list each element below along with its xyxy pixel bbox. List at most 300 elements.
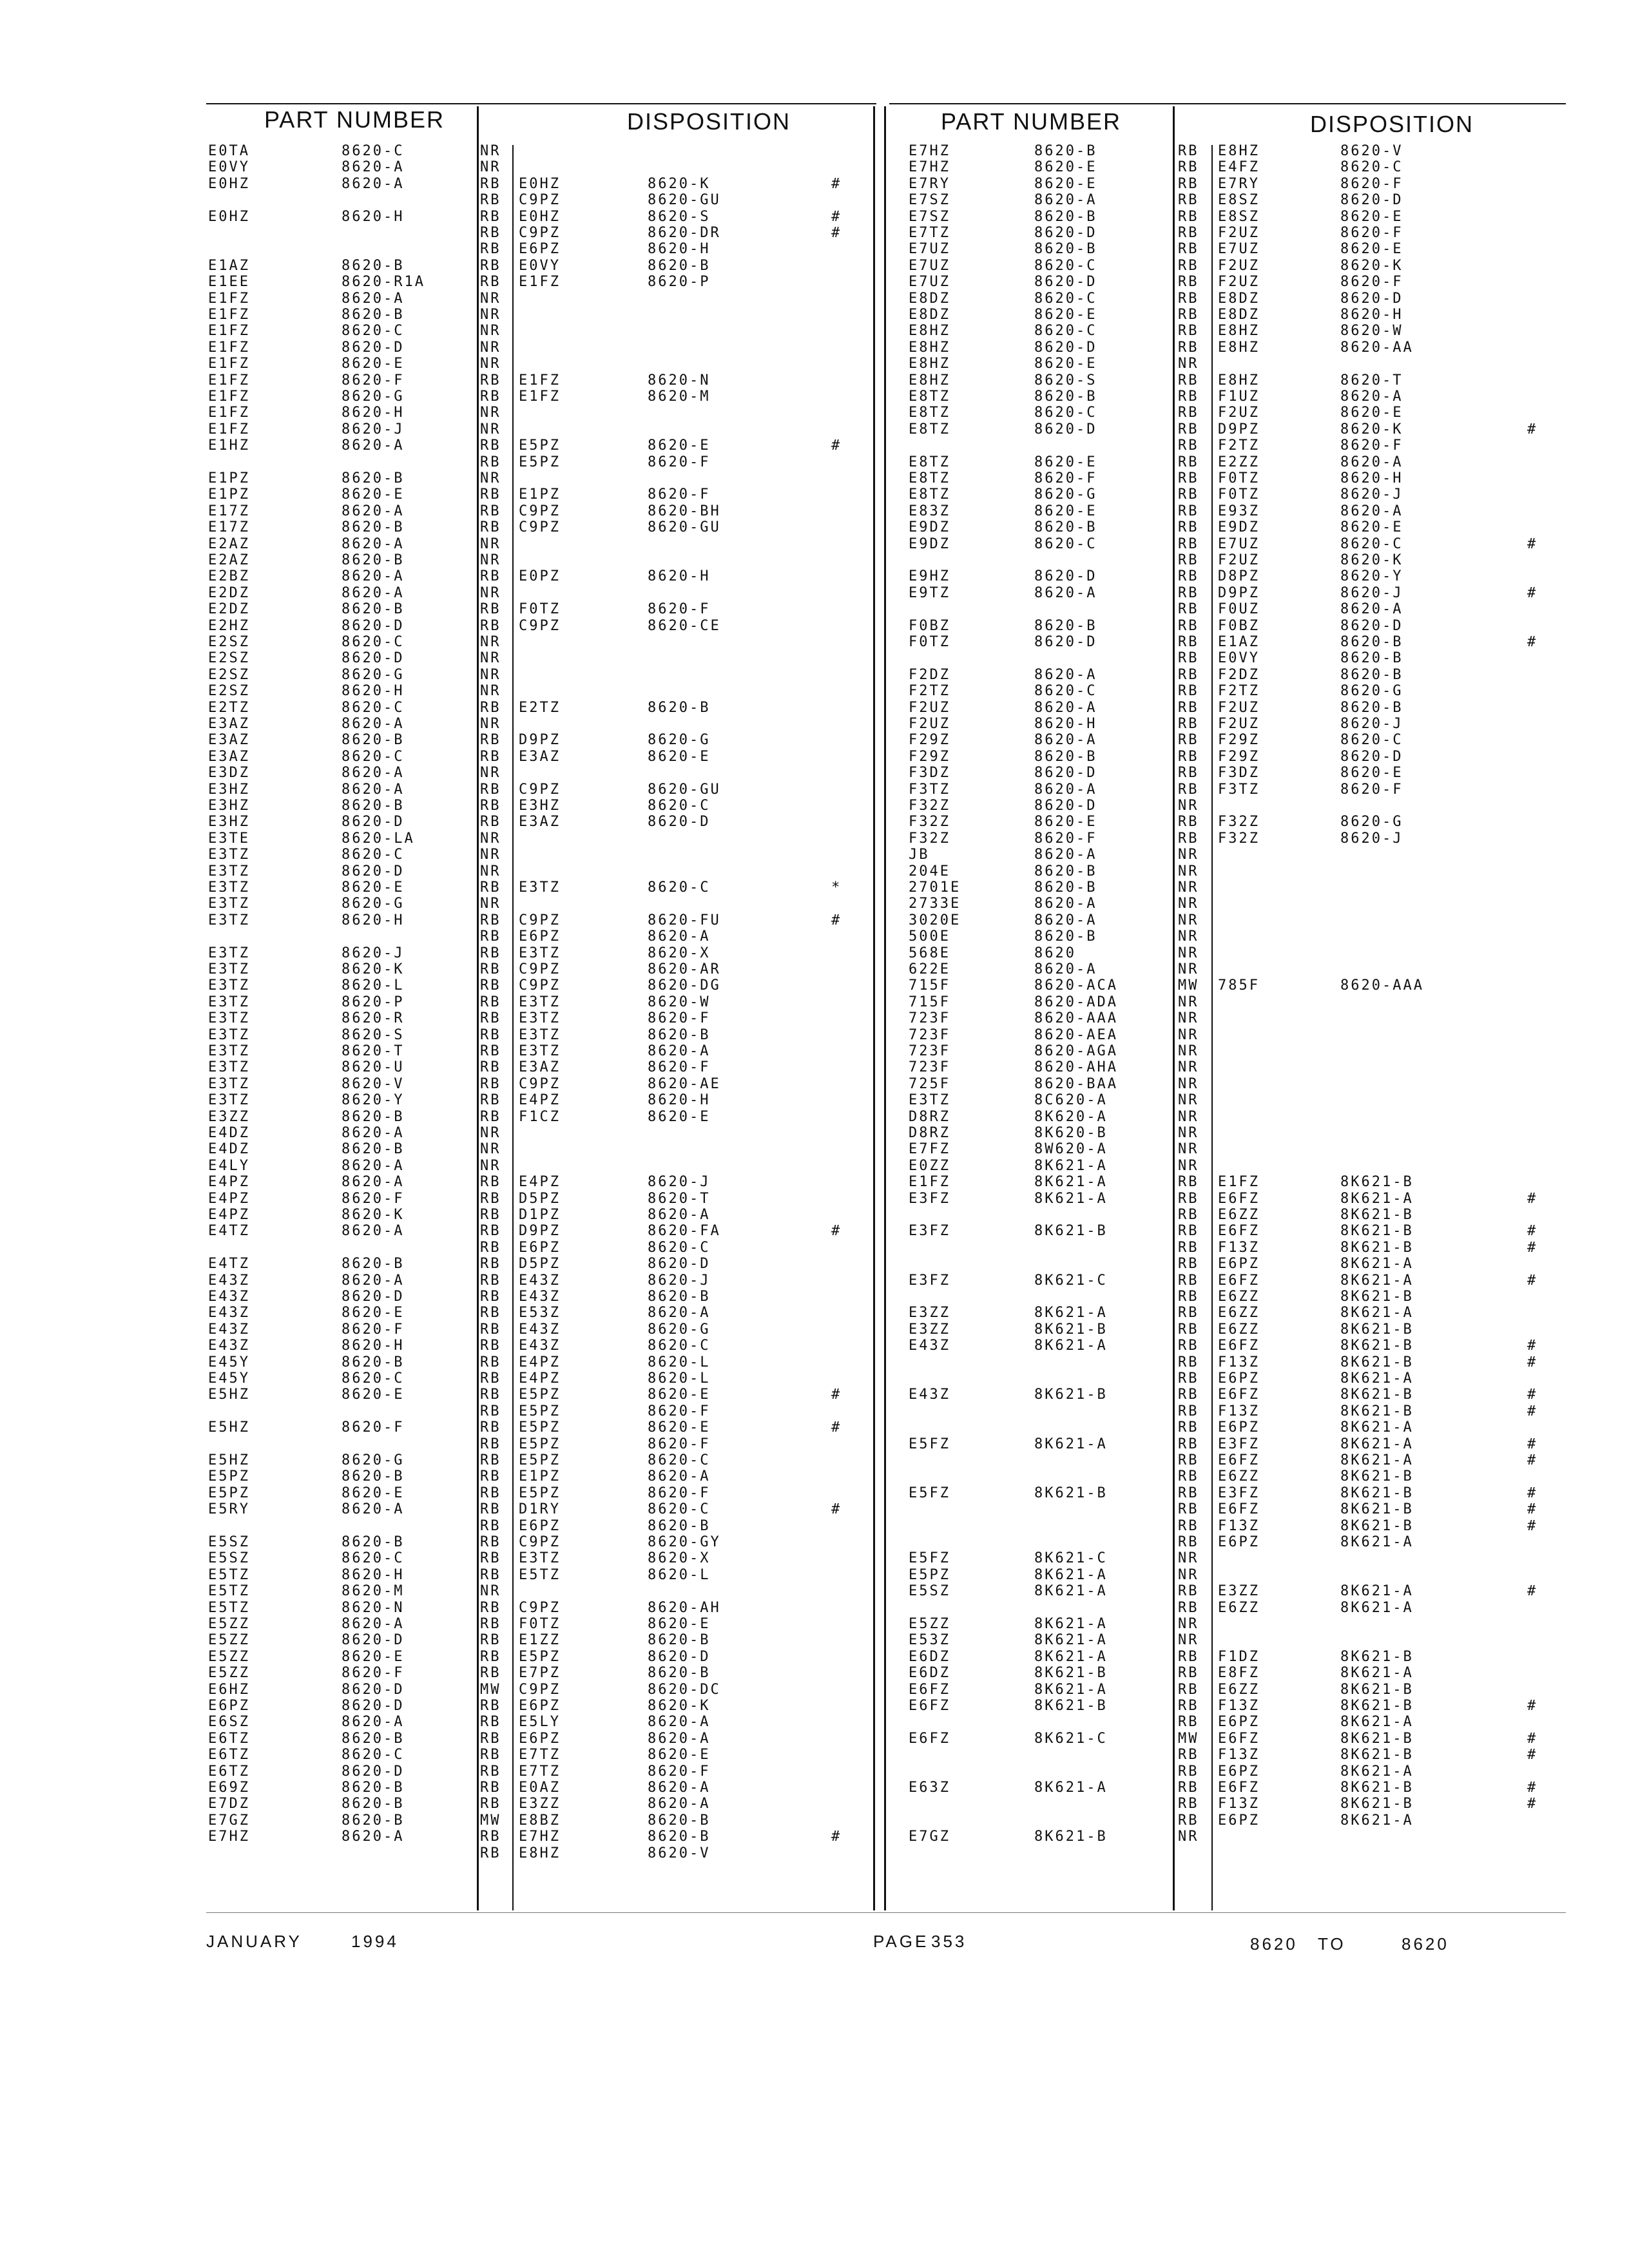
replacement-number: E5LY [519, 1714, 561, 1731]
replacement-suffix: 8620-C [648, 1452, 711, 1468]
replacement-suffix: 8620-B [1340, 634, 1403, 650]
replacement-suffix: 8620-G [1340, 814, 1403, 831]
replacement-suffix: 8620-A [648, 1305, 711, 1321]
part-suffix: 8620 [1034, 945, 1076, 961]
replacement-number: F2UZ [1218, 699, 1260, 716]
replacement-suffix: 8K621-B [1340, 1698, 1414, 1714]
part-suffix: 8620-G [342, 389, 405, 405]
part-suffix: 8620-F [342, 1665, 405, 1682]
replacement-suffix: 8K621-B [1340, 1485, 1414, 1501]
replacement-suffix: 8620-B [648, 1517, 711, 1534]
part-number: E3TZ [208, 994, 250, 1010]
disposition-code: RB [1178, 552, 1199, 568]
note-mark: # [1527, 1452, 1538, 1468]
part-number: E17Z [208, 519, 250, 536]
part-suffix: 8620-B [1034, 143, 1097, 159]
part-number: E3HZ [208, 814, 250, 831]
replacement-suffix: 8K621-A [1340, 1583, 1414, 1600]
part-suffix: 8K620-A [1034, 1108, 1108, 1125]
part-number: E8TZ [909, 470, 950, 486]
part-number: E5HZ [208, 1387, 250, 1403]
disposition-code: RB [480, 1632, 501, 1649]
note-mark: # [1527, 1190, 1538, 1207]
part-number: E7UZ [909, 241, 950, 258]
replacement-number: E1FZ [519, 274, 561, 291]
part-suffix: 8620-E [342, 1387, 405, 1403]
disposition-code: RB [1178, 1387, 1199, 1403]
replacement-suffix: 8620-H [648, 568, 711, 585]
replacement-suffix: 8620-E [1340, 208, 1403, 225]
note-mark: # [1527, 1403, 1538, 1419]
disposition-code: RB [1178, 257, 1199, 274]
part-number: E3ZZ [909, 1305, 950, 1321]
part-number: E0HZ [208, 208, 250, 225]
disposition-code: RB [480, 486, 501, 503]
disposition-code: RB [1178, 1354, 1199, 1370]
replacement-suffix: 8620-GU [648, 781, 721, 798]
replacement-number: F2DZ [1218, 666, 1260, 683]
replacement-suffix: 8620-E [648, 1616, 711, 1632]
part-number: E8TZ [909, 454, 950, 470]
part-number: 204E [909, 863, 950, 879]
disposition-code: RB [480, 1714, 501, 1731]
replacement-suffix: 8620-D [1340, 192, 1403, 209]
disposition-code: RB [480, 1059, 501, 1076]
replacement-number: E0PZ [519, 568, 561, 585]
part-suffix: 8620-P [342, 994, 405, 1010]
part-suffix: 8620-D [342, 1698, 405, 1714]
replacement-number: F32Z [1218, 830, 1260, 847]
disposition-code: RB [480, 1403, 501, 1419]
part-number: E53Z [909, 1632, 950, 1649]
disposition-code: RB [480, 1698, 501, 1714]
part-number: E3FZ [909, 1223, 950, 1240]
part-suffix: 8620-R1A [342, 274, 425, 291]
replacement-number: E0AZ [519, 1780, 561, 1796]
part-suffix: 8620-E [1034, 503, 1097, 519]
disposition-code: RB [480, 1763, 501, 1780]
part-suffix: 8620-B [1034, 748, 1097, 765]
replacement-number: E9DZ [1218, 519, 1260, 536]
replacement-number: E6PZ [1218, 1763, 1260, 1780]
note-mark: # [1527, 1730, 1538, 1747]
replacement-number: E7RY [1218, 175, 1260, 192]
replacement-number: F2TZ [1218, 437, 1260, 454]
part-suffix: 8620-A [1034, 732, 1097, 749]
replacement-number: E5PZ [519, 1485, 561, 1501]
note-mark: # [1527, 1223, 1538, 1240]
part-suffix: 8620-A [342, 1272, 405, 1289]
replacement-number: F1DZ [1218, 1648, 1260, 1665]
replacement-number: E6ZZ [1218, 1321, 1260, 1338]
center-rule-b [884, 106, 886, 1910]
replacement-number: E6PZ [1218, 1812, 1260, 1829]
disposition-code: RB [1178, 1305, 1199, 1321]
replacement-suffix: 8K621-A [1340, 1272, 1414, 1289]
replacement-suffix: 8620-M [648, 389, 711, 405]
part-number: E3TE [208, 830, 250, 847]
replacement-number: E2TZ [519, 699, 561, 716]
disposition-code: RB [480, 977, 501, 994]
disposition-code: RB [1178, 666, 1199, 683]
replacement-suffix: 8K621-B [1340, 1468, 1414, 1485]
replacement-suffix: 8620-A [648, 1780, 711, 1796]
part-number: E3TZ [208, 847, 250, 863]
part-suffix: 8620-D [1034, 274, 1097, 291]
replacement-suffix: 8620-AA [1340, 339, 1414, 356]
part-suffix: 8620-C [342, 634, 405, 650]
part-number: E4PZ [208, 1174, 250, 1191]
part-number: JB [909, 847, 930, 863]
disposition-code: NR [480, 896, 501, 912]
part-suffix: 8620-H [342, 912, 405, 928]
right-part-number-header: PART NUMBER [940, 108, 1122, 135]
part-suffix: 8620-LA [342, 830, 415, 847]
disposition-code: RB [1178, 1517, 1199, 1534]
disposition-code: RB [480, 961, 501, 977]
part-number: E17Z [208, 503, 250, 519]
part-number: E5HZ [208, 1452, 250, 1468]
replacement-number: E53Z [519, 1305, 561, 1321]
disposition-code: RB [1178, 1174, 1199, 1191]
disposition-code: NR [480, 143, 501, 159]
disposition-code: NR [1178, 896, 1199, 912]
part-number: F29Z [909, 748, 950, 765]
replacement-suffix: 8620-T [648, 1190, 711, 1207]
disposition-code: RB [1178, 699, 1199, 716]
disposition-code: RB [480, 437, 501, 454]
part-number: E1FZ [208, 339, 250, 356]
part-number: E83Z [909, 503, 950, 519]
disposition-code: RB [480, 274, 501, 291]
replacement-number: E4PZ [519, 1370, 561, 1387]
part-suffix: 8620-A [342, 503, 405, 519]
disposition-code: NR [1178, 1829, 1199, 1845]
part-suffix: 8K621-C [1034, 1730, 1108, 1747]
disposition-code: NR [480, 1141, 501, 1158]
part-number: E2SZ [208, 634, 250, 650]
note-mark: # [1527, 1747, 1538, 1763]
part-number: 568E [909, 945, 950, 961]
part-suffix: 8620-D [342, 650, 405, 667]
note-mark: # [831, 1829, 842, 1845]
disposition-code: RB [1178, 1698, 1199, 1714]
replacement-number: E1AZ [1218, 634, 1260, 650]
disposition-code: RB [1178, 584, 1199, 601]
part-number: E7SZ [909, 192, 950, 209]
footer-page-label: PAGE [873, 1932, 929, 1951]
right-disp-rule [1173, 106, 1175, 1910]
replacement-number: E5TZ [519, 1566, 561, 1583]
replacement-suffix: 8620-A [1340, 454, 1403, 470]
disposition-code: RB [480, 748, 501, 765]
part-suffix: 8620-D [1034, 339, 1097, 356]
replacement-number: E8HZ [1218, 143, 1260, 159]
replacement-suffix: 8620-K [648, 175, 711, 192]
part-number: E3TZ [208, 1059, 250, 1076]
replacement-number: E0HZ [519, 208, 561, 225]
replacement-suffix: 8620-F [648, 1010, 711, 1027]
replacement-number: E6ZZ [1218, 1681, 1260, 1698]
replacement-suffix: 8620-E [648, 1419, 711, 1436]
part-suffix: 8K621-A [1034, 1632, 1108, 1649]
disposition-code: NR [1178, 798, 1199, 814]
part-suffix: 8620-D [342, 1763, 405, 1780]
disposition-code: NR [480, 1157, 501, 1174]
part-suffix: 8K621-A [1034, 1648, 1108, 1665]
replacement-number: E6PZ [519, 241, 561, 258]
part-number: E1PZ [208, 470, 250, 486]
disposition-code: NR [480, 634, 501, 650]
replacement-suffix: 8620-C [1340, 732, 1403, 749]
part-number: E1HZ [208, 437, 250, 454]
disposition-code: RB [1178, 1747, 1199, 1763]
disposition-code: NR [480, 830, 501, 847]
part-number: E43Z [208, 1289, 250, 1305]
part-suffix: 8K621-B [1034, 1698, 1108, 1714]
part-number: E9HZ [909, 568, 950, 585]
note-mark: # [831, 437, 842, 454]
part-suffix: 8620-B [342, 601, 405, 618]
replacement-suffix: 8620-C [648, 879, 711, 896]
part-number: E5RY [208, 1501, 250, 1518]
replacement-suffix: 8620-F [648, 1059, 711, 1076]
part-number: F2DZ [909, 666, 950, 683]
part-number: E9TZ [909, 584, 950, 601]
disposition-code: RB [1178, 1321, 1199, 1338]
replacement-number: F3DZ [1218, 765, 1260, 782]
replacement-number: E8FZ [1218, 1665, 1260, 1682]
replacement-suffix: 8620-D [1340, 290, 1403, 307]
part-suffix: 8K621-A [1034, 1190, 1108, 1207]
replacement-number: E4FZ [1218, 159, 1260, 176]
replacement-number: E8HZ [519, 1845, 561, 1861]
part-number: E5TZ [208, 1583, 250, 1600]
part-suffix: 8620-D [342, 617, 405, 634]
replacement-suffix: 8K621-B [1340, 1354, 1414, 1370]
replacement-suffix: 8620-F [648, 1763, 711, 1780]
part-suffix: 8620-B [342, 1780, 405, 1796]
disposition-code: RB [1178, 1370, 1199, 1387]
replacement-number: F2UZ [1218, 405, 1260, 421]
part-suffix: 8620-A [1034, 781, 1097, 798]
replacement-number: E43Z [519, 1289, 561, 1305]
replacement-number: F13Z [1218, 1517, 1260, 1534]
replacement-number: E8SZ [1218, 208, 1260, 225]
part-suffix: 8620-C [1034, 257, 1097, 274]
disposition-code: RB [1178, 1272, 1199, 1289]
disposition-code: RB [480, 601, 501, 618]
disposition-code: RB [480, 1321, 501, 1338]
replacement-suffix: 8620-N [648, 372, 711, 389]
note-mark: # [1527, 584, 1538, 601]
disposition-code: RB [1178, 143, 1199, 159]
replacement-suffix: 8K621-B [1340, 1338, 1414, 1354]
part-number: E4DZ [208, 1125, 250, 1141]
disposition-code: NR [1178, 1550, 1199, 1567]
disposition-code: RB [1178, 1452, 1199, 1468]
replacement-suffix: 8620-B [648, 699, 711, 716]
replacement-suffix: 8620-W [1340, 323, 1403, 340]
replacement-suffix: 8620-J [1340, 830, 1403, 847]
part-number: 715F [909, 994, 950, 1010]
replacement-number: E7UZ [1218, 241, 1260, 258]
part-suffix: 8620-A [342, 781, 405, 798]
disposition-code: RB [1178, 159, 1199, 176]
replacement-suffix: 8620-B [648, 1289, 711, 1305]
part-suffix: 8620-A [342, 1501, 405, 1518]
replacement-number: F29Z [1218, 748, 1260, 765]
note-mark: # [831, 175, 842, 192]
replacement-number: E3ZZ [1218, 1583, 1260, 1600]
disposition-code: RB [480, 225, 501, 241]
part-number: 723F [909, 1059, 950, 1076]
disposition-code: RB [1178, 781, 1199, 798]
replacement-number: E3TZ [519, 1010, 561, 1027]
replacement-number: E1FZ [519, 389, 561, 405]
disposition-code: RB [480, 1026, 501, 1043]
replacement-number: E7TZ [519, 1747, 561, 1763]
replacement-suffix: 8K621-B [1340, 1239, 1414, 1256]
part-suffix: 8620-C [342, 143, 405, 159]
disposition-code: RB [1178, 1223, 1199, 1240]
replacement-suffix: 8620-B [1340, 699, 1403, 716]
part-number: E5ZZ [208, 1616, 250, 1632]
part-number: 2733E [909, 896, 961, 912]
left-part-number-header: PART NUMBER [264, 106, 445, 133]
part-suffix: 8C620-A [1034, 1092, 1108, 1109]
replacement-number: E1PZ [519, 1468, 561, 1485]
replacement-number: F13Z [1218, 1747, 1260, 1763]
disposition-code: RB [480, 814, 501, 831]
replacement-number: F3TZ [1218, 781, 1260, 798]
disposition-code: NR [1178, 1108, 1199, 1125]
replacement-suffix: 8620-G [648, 732, 711, 749]
disposition-code: RB [480, 1468, 501, 1485]
replacement-suffix: 8K621-A [1340, 1419, 1414, 1436]
replacement-suffix: 8620-GU [648, 519, 721, 536]
disposition-code: NR [1178, 1157, 1199, 1174]
replacement-number: E5PZ [519, 1452, 561, 1468]
disposition-code: RB [480, 1370, 501, 1387]
part-number: E7HZ [208, 1829, 250, 1845]
part-number: E43Z [208, 1321, 250, 1338]
replacement-number: E5PZ [519, 1648, 561, 1665]
replacement-suffix: 8620-A [648, 1714, 711, 1731]
replacement-number: F32Z [1218, 814, 1260, 831]
part-suffix: 8620-B [342, 257, 405, 274]
disposition-code: NR [480, 847, 501, 863]
disposition-code: RB [480, 1534, 501, 1550]
replacement-suffix: 8K621-B [1340, 1780, 1414, 1796]
disposition-code: RB [480, 1207, 501, 1223]
disposition-code: NR [1178, 961, 1199, 977]
disposition-code: NR [1178, 1075, 1199, 1092]
replacement-number: E0HZ [519, 175, 561, 192]
disposition-code: RB [1178, 765, 1199, 782]
replacement-number: C9PZ [519, 912, 561, 928]
replacement-number: E5PZ [519, 1387, 561, 1403]
part-number: 723F [909, 1043, 950, 1059]
replacement-suffix: 8620-B [1340, 650, 1403, 667]
replacement-number: E7UZ [1218, 535, 1260, 552]
part-suffix: 8620-C [1034, 405, 1097, 421]
part-suffix: 8620-D [1034, 421, 1097, 437]
replacement-number: C9PZ [519, 225, 561, 241]
replacement-suffix: 8620-L [648, 1370, 711, 1387]
disposition-code: RB [480, 1305, 501, 1321]
part-suffix: 8K621-A [1034, 1305, 1108, 1321]
replacement-number: F0TZ [519, 601, 561, 618]
replacement-suffix: 8K621-A [1340, 1714, 1414, 1731]
replacement-suffix: 8620-L [648, 1566, 711, 1583]
disposition-code: RB [480, 1108, 501, 1125]
disposition-code: RB [480, 1566, 501, 1583]
part-suffix: 8620-E [1034, 454, 1097, 470]
replacement-suffix: 8620-A [648, 1730, 711, 1747]
disposition-code: RB [480, 372, 501, 389]
replacement-number: E6PZ [519, 1698, 561, 1714]
replacement-suffix: 8620-W [648, 994, 711, 1010]
replacement-number: E8HZ [1218, 323, 1260, 340]
footer-range-to-label: TO [1318, 1934, 1346, 1954]
part-suffix: 8620-A [342, 175, 405, 192]
part-number: E8DZ [909, 290, 950, 307]
part-suffix: 8K621-B [1034, 1485, 1108, 1501]
disposition-code: RB [1178, 1256, 1199, 1273]
disposition-code: RB [1178, 1419, 1199, 1436]
part-number: E3DZ [208, 765, 250, 782]
disposition-code: NR [480, 159, 501, 176]
part-suffix: 8620-E [1034, 356, 1097, 372]
part-number: E8HZ [909, 323, 950, 340]
disposition-code: RB [480, 781, 501, 798]
replacement-suffix: 8620-E [1340, 519, 1403, 536]
replacement-number: E3AZ [519, 748, 561, 765]
part-number: E6TZ [208, 1730, 250, 1747]
part-suffix: 8620-A [1034, 847, 1097, 863]
disposition-code: NR [480, 470, 501, 486]
disposition-code: RB [1178, 486, 1199, 503]
part-suffix: 8620-B [342, 519, 405, 536]
disposition-code: RB [1178, 830, 1199, 847]
replacement-number: E7TZ [519, 1763, 561, 1780]
replacement-number: E8HZ [1218, 372, 1260, 389]
disposition-code: RB [1178, 634, 1199, 650]
replacement-number: E3FZ [1218, 1485, 1260, 1501]
replacement-number: D1RY [519, 1501, 561, 1518]
disposition-code: NR [480, 716, 501, 732]
disposition-code: RB [1178, 1436, 1199, 1452]
disposition-code: NR [1178, 847, 1199, 863]
replacement-number: E6PZ [519, 1730, 561, 1747]
part-number: E4PZ [208, 1190, 250, 1207]
part-number: E45Y [208, 1370, 250, 1387]
disposition-code: NR [1178, 945, 1199, 961]
replacement-suffix: 8K621-B [1340, 1747, 1414, 1763]
replacement-suffix: 8K621-A [1340, 1436, 1414, 1452]
disposition-code: RB [480, 1501, 501, 1518]
disposition-code: RB [1178, 323, 1199, 340]
part-suffix: 8620-B [1034, 519, 1097, 536]
disposition-code: RB [1178, 1763, 1199, 1780]
part-number: E43Z [208, 1272, 250, 1289]
disposition-code: NR [480, 356, 501, 372]
part-suffix: 8620-E [342, 356, 405, 372]
part-suffix: 8620-B [1034, 928, 1097, 945]
part-number: 723F [909, 1026, 950, 1043]
note-mark: # [1527, 1796, 1538, 1812]
